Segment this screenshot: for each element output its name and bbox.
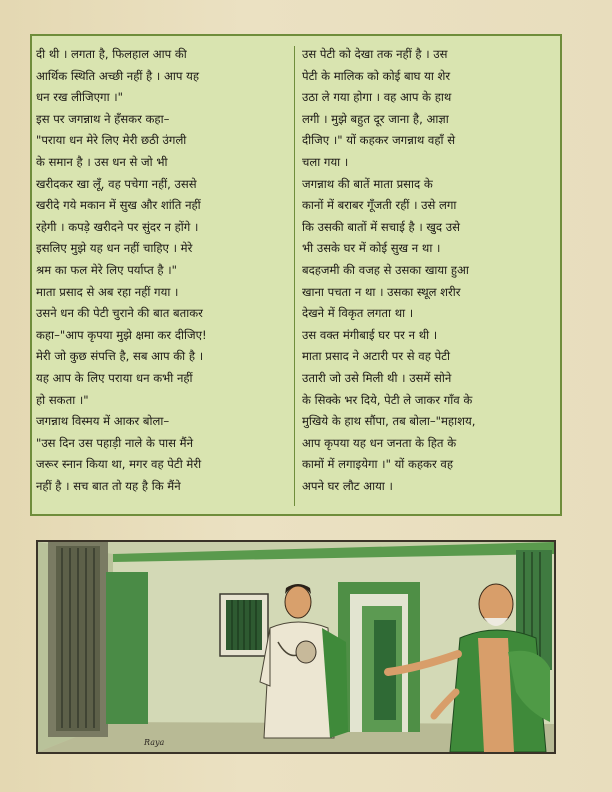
text-line: भी उसके घर में कोई सुख न था ।: [302, 241, 441, 256]
text-line: जगन्नाथ विस्मय में आकर बोला–: [36, 414, 170, 429]
text-line: रहेगी । कपड़े खरीदने पर सुंदर न होंगे ।: [36, 219, 199, 234]
column-divider: [294, 46, 295, 506]
text-line: माता प्रसाद ने अटारी पर से वह पेटी: [302, 349, 451, 364]
text-line: मुखिये के हाथ सौंपा, तब बोला–"महाशय,: [302, 414, 476, 429]
text-line: बदहजमी की वजह से उसका खाया हुआ: [302, 262, 469, 277]
text-line: दीजिए ।" यों कहकर जगन्नाथ वहाँ से: [302, 133, 456, 148]
text-line: खरीदे गये मकान में सुख और शांति नहीं: [36, 198, 201, 213]
story-text-panel: [30, 34, 562, 516]
text-line: उसने धन की पेटी चुराने की बात बताकर: [36, 306, 203, 321]
text-line: श्रम का फल मेरे लिए पर्याप्त है ।": [36, 262, 177, 277]
text-line: कहा–"आप कृपया मुझे क्षमा कर दीजिए!: [36, 327, 207, 342]
left-text-column: [36, 44, 286, 497]
text-line: नहीं है । सच बात तो यह है कि मैंने: [36, 478, 181, 493]
text-line: देखने में विकृत लगता था ।: [302, 306, 414, 321]
text-line: "उस दिन उस पहाड़ी नाले के पास मैंने: [36, 435, 194, 450]
text-line: "पराया धन मेरे लिए मेरी छठी उंगली: [36, 133, 187, 148]
text-line: हो सकता ।": [36, 392, 89, 407]
text-line: उस पेटी को देखा तक नहीं है । उस: [302, 47, 448, 61]
text-line: इस पर जगन्नाथ ने हँसकर कहा–: [36, 111, 170, 126]
text-line: उतारी जो उसे मिली थी । उसमें सोने: [302, 370, 452, 385]
story-illustration: [36, 540, 556, 754]
text-line: आप कृपया यह धन जनता के हित के: [302, 435, 457, 450]
right-text-column: [302, 44, 552, 497]
text-line: लगी । मुझे बहुत दूर जाना है, आज्ञा: [302, 111, 449, 126]
text-line: के समान है । उस धन से जो भी: [36, 154, 168, 169]
text-line: खरीदकर खा लूँ, वह पचेगा नहीं, उससे: [36, 176, 197, 191]
text-line: चला गया ।: [302, 154, 349, 169]
text-line: दी थी । लगता है, फिलहाल आप की: [36, 47, 187, 61]
text-line: के सिक्के भर दिये, पेटी ले जाकर गाँव के: [302, 392, 473, 407]
text-line: कामों में लगाइयेगा ।" यों कहकर वह: [302, 457, 453, 472]
text-line: जगन्नाथ की बातें माता प्रसाद के: [302, 176, 433, 191]
text-line: जरूर स्नान किया था, मगर वह पेटी मेरी: [36, 457, 202, 472]
text-line: उस वक्त मंगीबाई घर पर न थी ।: [302, 327, 438, 342]
text-line: कि उसकी बातों में सचाई है । खुद उसे: [302, 219, 460, 234]
text-line: इसलिए मुझे यह धन नहीं चाहिए । मेरे: [36, 241, 193, 256]
text-line: आर्थिक स्थिति अच्छी नहीं है । आप यह: [36, 68, 199, 83]
text-line: यह आप के लिए पराया धन कभी नहीं: [36, 370, 193, 385]
text-line: खाना पचता न था । उसका स्थूल शरीर: [302, 284, 461, 299]
text-line: पेटी के मालिक को कोई बाघ या शेर: [302, 68, 451, 83]
text-line: कानों में बराबर गूँजती रहीं । उसे लगा: [302, 198, 457, 213]
text-line: माता प्रसाद से अब रहा नहीं गया ।: [36, 284, 179, 299]
text-line: धन रख लीजिएगा ।": [36, 90, 123, 105]
artist-signature: Raya: [144, 738, 165, 747]
text-line: उठा ले गया होगा । वह आप के हाथ: [302, 90, 452, 105]
text-line: मेरी जो कुछ संपत्ति है, सब आप की है ।: [36, 349, 204, 364]
text-line: अपने घर लौट आया ।: [302, 478, 393, 493]
